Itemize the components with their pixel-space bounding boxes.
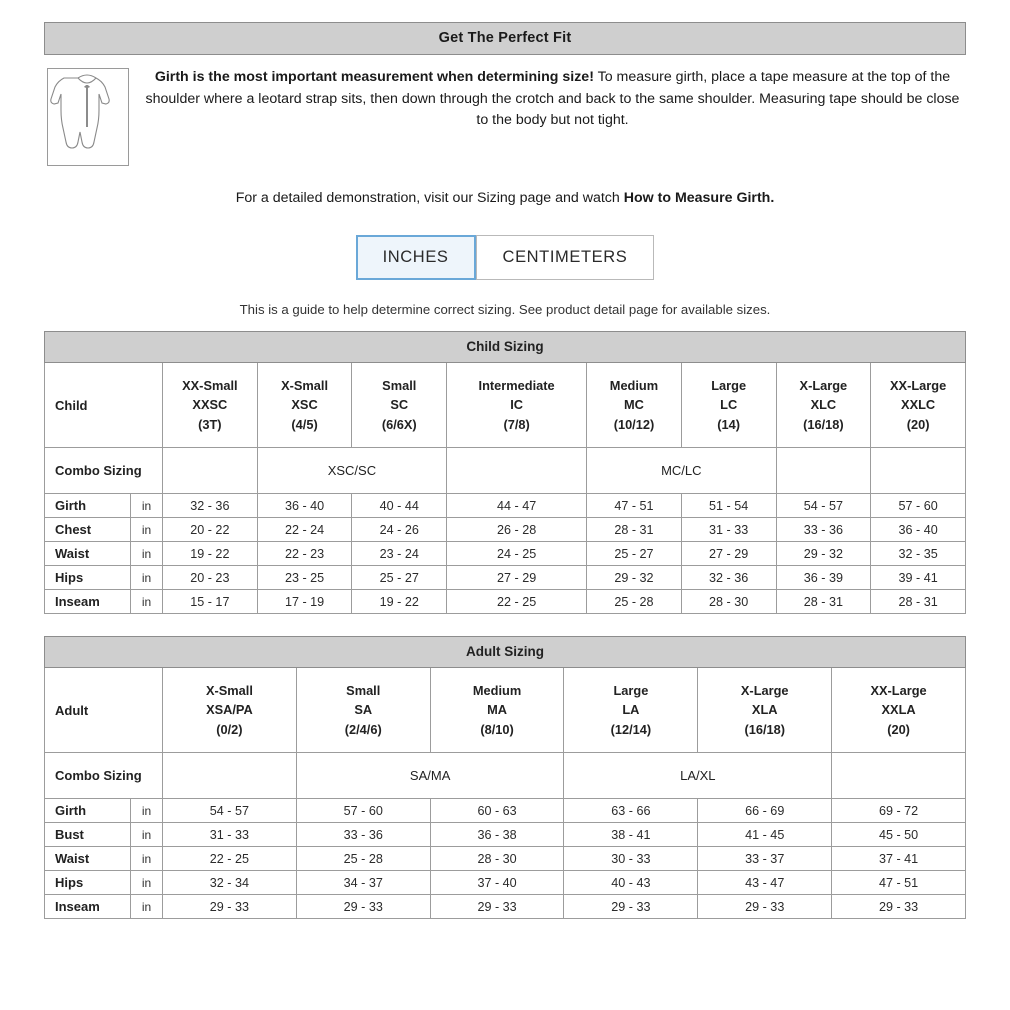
child-combo-1: XSC/SC (257, 448, 446, 494)
adult-row-unit-3: in (131, 871, 163, 895)
child-corner-label: Child (45, 363, 163, 448)
adult-cell: 60 - 63 (430, 799, 564, 823)
adult-cell: 40 - 43 (564, 871, 698, 895)
guide-note: This is a guide to help determine correct sizing. See product detail page for available sizes. (239, 302, 771, 318)
col-name: Medium (609, 377, 659, 393)
col-name: XX-Large (890, 377, 947, 393)
child-cell: 32 - 35 (871, 542, 966, 566)
adult-cell: 34 - 37 (296, 871, 430, 895)
adult-combo-empty-1 (832, 753, 966, 799)
child-col-0 (163, 363, 258, 448)
child-cell: 25 - 27 (587, 542, 682, 566)
child-sizing-table (44, 331, 966, 614)
child-row-label-2: Waist (45, 542, 131, 566)
child-row-unit-2: in (131, 542, 163, 566)
child-cell: 36 - 40 (257, 494, 352, 518)
adult-cell: 22 - 25 (163, 847, 297, 871)
child-cell: 22 - 24 (257, 518, 352, 542)
col-name: Large (711, 377, 747, 393)
child-cell: 24 - 25 (447, 542, 587, 566)
table-row (45, 753, 966, 799)
adult-row-label-0: Girth (45, 799, 131, 823)
child-row-label-3: Hips (45, 566, 131, 590)
child-cell: 25 - 27 (352, 566, 447, 590)
col-name: Medium (472, 682, 522, 698)
adult-cell: 66 - 69 (698, 799, 832, 823)
col-code: XSC (291, 397, 318, 413)
adult-row-unit-4: in (131, 895, 163, 919)
table-row (45, 518, 966, 542)
unit-centimeters-button[interactable]: CENTIMETERS (476, 235, 655, 280)
unit-inches-button[interactable]: INCHES (356, 235, 476, 280)
child-combo-empty-3 (871, 448, 966, 494)
col-code: IC (510, 397, 524, 413)
adult-row-label-2: Waist (45, 847, 131, 871)
child-cell: 28 - 31 (776, 590, 871, 614)
col-age: (3T) (198, 417, 222, 433)
adult-cell: 32 - 34 (163, 871, 297, 895)
adult-combo-2: LA/XL (564, 753, 832, 799)
adult-cell: 29 - 33 (698, 895, 832, 919)
child-cell: 33 - 36 (776, 518, 871, 542)
adult-row-label-1: Bust (45, 823, 131, 847)
child-col-2 (352, 363, 447, 448)
col-age: (16/18) (744, 722, 785, 738)
intro-paragraph (139, 65, 966, 132)
col-name: XX-Small (182, 377, 238, 393)
table-row (45, 363, 966, 448)
adult-col-5 (832, 668, 966, 753)
child-combo-empty-0 (163, 448, 258, 494)
col-name: X-Small (205, 682, 253, 698)
adult-row-label-3: Hips (45, 871, 131, 895)
col-age: (20) (887, 722, 910, 738)
col-age: (4/5) (291, 417, 318, 433)
adult-cell: 29 - 33 (564, 895, 698, 919)
child-cell: 40 - 44 (352, 494, 447, 518)
table-row (45, 494, 966, 518)
child-cell: 54 - 57 (776, 494, 871, 518)
child-cell: 36 - 40 (871, 518, 966, 542)
child-cell: 27 - 29 (447, 566, 587, 590)
adult-sizing-table (44, 636, 966, 919)
child-cell: 44 - 47 (447, 494, 587, 518)
col-code: MC (624, 397, 644, 413)
child-cell: 23 - 25 (257, 566, 352, 590)
child-cell: 32 - 36 (163, 494, 258, 518)
table-row (45, 542, 966, 566)
adult-col-0 (163, 668, 297, 753)
adult-corner-label: Adult (45, 668, 163, 753)
child-sizing-table-wrap (44, 331, 966, 614)
col-name: X-Large (740, 682, 789, 698)
adult-cell: 29 - 33 (430, 895, 564, 919)
demo-prefix: For a detailed demonstration, visit our Sizing page and watch (235, 190, 624, 206)
child-row-label-1: Chest (45, 518, 131, 542)
col-code: MA (487, 702, 508, 718)
adult-col-4 (698, 668, 832, 753)
child-cell: 29 - 32 (776, 542, 871, 566)
adult-cell: 45 - 50 (832, 823, 966, 847)
col-name: Small (382, 377, 417, 393)
intro-section (44, 55, 966, 166)
child-cell: 25 - 28 (587, 590, 682, 614)
child-combo-2: MC/LC (587, 448, 776, 494)
table-row (45, 448, 966, 494)
table-row (45, 332, 966, 363)
adult-cell: 29 - 33 (163, 895, 297, 919)
page-title: Get The Perfect Fit (44, 22, 966, 55)
adult-row-unit-2: in (131, 847, 163, 871)
adult-col-3 (564, 668, 698, 753)
child-cell: 22 - 23 (257, 542, 352, 566)
child-col-3 (447, 363, 587, 448)
table-row (45, 799, 966, 823)
child-row-label-0: Girth (45, 494, 131, 518)
table-row (45, 823, 966, 847)
col-age: (8/10) (480, 722, 514, 738)
child-row-unit-3: in (131, 566, 163, 590)
adult-cell: 37 - 40 (430, 871, 564, 895)
child-cell: 24 - 26 (352, 518, 447, 542)
table-row (45, 847, 966, 871)
leotard-figure-icon (47, 68, 129, 166)
child-cell: 32 - 36 (681, 566, 776, 590)
child-cell: 23 - 24 (352, 542, 447, 566)
child-cell: 19 - 22 (352, 590, 447, 614)
child-col-5 (681, 363, 776, 448)
col-name: XX-Large (870, 682, 927, 698)
adult-combo-label: Combo Sizing (45, 753, 163, 799)
col-age: (10/12) (613, 417, 655, 433)
adult-cell: 31 - 33 (163, 823, 297, 847)
child-combo-label: Combo Sizing (45, 448, 163, 494)
adult-cell: 54 - 57 (163, 799, 297, 823)
child-combo-empty-1 (447, 448, 587, 494)
child-section-title: Child Sizing (45, 332, 966, 363)
col-name: Intermediate (478, 377, 555, 393)
col-age: (14) (717, 417, 741, 433)
child-cell: 47 - 51 (587, 494, 682, 518)
col-code: LA (622, 702, 640, 718)
child-cell: 57 - 60 (871, 494, 966, 518)
child-cell: 28 - 30 (681, 590, 776, 614)
child-cell: 39 - 41 (871, 566, 966, 590)
table-row (45, 590, 966, 614)
child-cell: 17 - 19 (257, 590, 352, 614)
child-cell: 26 - 28 (447, 518, 587, 542)
child-cell: 29 - 32 (587, 566, 682, 590)
adult-combo-1: SA/MA (296, 753, 564, 799)
child-row-label-4: Inseam (45, 590, 131, 614)
adult-cell: 28 - 30 (430, 847, 564, 871)
col-age: (16/18) (803, 417, 844, 433)
col-name: X-Small (281, 377, 329, 393)
child-row-unit-4: in (131, 590, 163, 614)
child-cell: 28 - 31 (871, 590, 966, 614)
child-cell: 15 - 17 (163, 590, 258, 614)
table-row (45, 637, 966, 668)
child-col-4 (587, 363, 682, 448)
child-combo-empty-2 (776, 448, 871, 494)
child-cell: 20 - 22 (163, 518, 258, 542)
col-code: XXLA (881, 702, 916, 718)
adult-cell: 43 - 47 (698, 871, 832, 895)
table-row (45, 871, 966, 895)
child-cell: 19 - 22 (163, 542, 258, 566)
adult-row-unit-0: in (131, 799, 163, 823)
adult-cell: 47 - 51 (832, 871, 966, 895)
table-row (45, 668, 966, 753)
demo-link[interactable]: How to Measure Girth. (623, 190, 775, 206)
col-age: (2/4/6) (344, 722, 382, 738)
adult-cell: 63 - 66 (564, 799, 698, 823)
adult-cell: 33 - 36 (296, 823, 430, 847)
adult-cell: 29 - 33 (832, 895, 966, 919)
col-code: SA (354, 702, 373, 718)
col-code: XXLC (901, 397, 936, 413)
table-row (45, 566, 966, 590)
child-row-unit-1: in (131, 518, 163, 542)
child-cell: 36 - 39 (776, 566, 871, 590)
child-cell: 20 - 23 (163, 566, 258, 590)
adult-sizing-table-wrap (44, 636, 966, 919)
adult-cell: 29 - 33 (296, 895, 430, 919)
child-row-unit-0: in (131, 494, 163, 518)
col-name: Small (346, 682, 381, 698)
col-age: (6/6X) (381, 417, 417, 433)
col-name: Large (613, 682, 649, 698)
col-code: XLA (751, 702, 778, 718)
adult-cell: 33 - 37 (698, 847, 832, 871)
adult-cell: 25 - 28 (296, 847, 430, 871)
child-cell: 31 - 33 (681, 518, 776, 542)
adult-cell: 38 - 41 (564, 823, 698, 847)
intro-lead: Girth is the most important measurement when determining size! (154, 69, 594, 85)
adult-row-label-4: Inseam (45, 895, 131, 919)
col-code: LC (720, 397, 738, 413)
child-cell: 22 - 25 (447, 590, 587, 614)
table-row (45, 895, 966, 919)
col-age: (12/14) (610, 722, 652, 738)
child-cell: 27 - 29 (681, 542, 776, 566)
unit-toggle[interactable] (44, 235, 966, 280)
adult-col-1 (296, 668, 430, 753)
col-name: X-Large (799, 377, 848, 393)
adult-cell: 37 - 41 (832, 847, 966, 871)
adult-cell: 36 - 38 (430, 823, 564, 847)
col-age: (7/8) (503, 417, 530, 433)
col-code: XSA/PA (206, 702, 253, 718)
child-col-6 (776, 363, 871, 448)
col-code: SC (390, 397, 409, 413)
child-cell: 51 - 54 (681, 494, 776, 518)
child-col-7 (871, 363, 966, 448)
col-age: (0/2) (216, 722, 243, 738)
adult-cell: 69 - 72 (832, 799, 966, 823)
adult-col-2 (430, 668, 564, 753)
adult-section-title: Adult Sizing (45, 637, 966, 668)
child-col-1 (257, 363, 352, 448)
child-cell: 28 - 31 (587, 518, 682, 542)
adult-cell: 57 - 60 (296, 799, 430, 823)
adult-combo-empty-0 (163, 753, 297, 799)
col-code: XLC (810, 397, 837, 413)
adult-cell: 30 - 33 (564, 847, 698, 871)
demo-line (44, 188, 966, 209)
intro-body: To measure girth, place a tape measure at the top of the shoulder where a leotard strap sits, then down through the crotch and back to the same shoulder. Measuring tape should be close to the body but not tight. (145, 69, 960, 129)
adult-cell: 41 - 45 (698, 823, 832, 847)
col-age: (20) (906, 417, 930, 433)
adult-row-unit-1: in (131, 823, 163, 847)
col-code: XXSC (192, 397, 228, 413)
